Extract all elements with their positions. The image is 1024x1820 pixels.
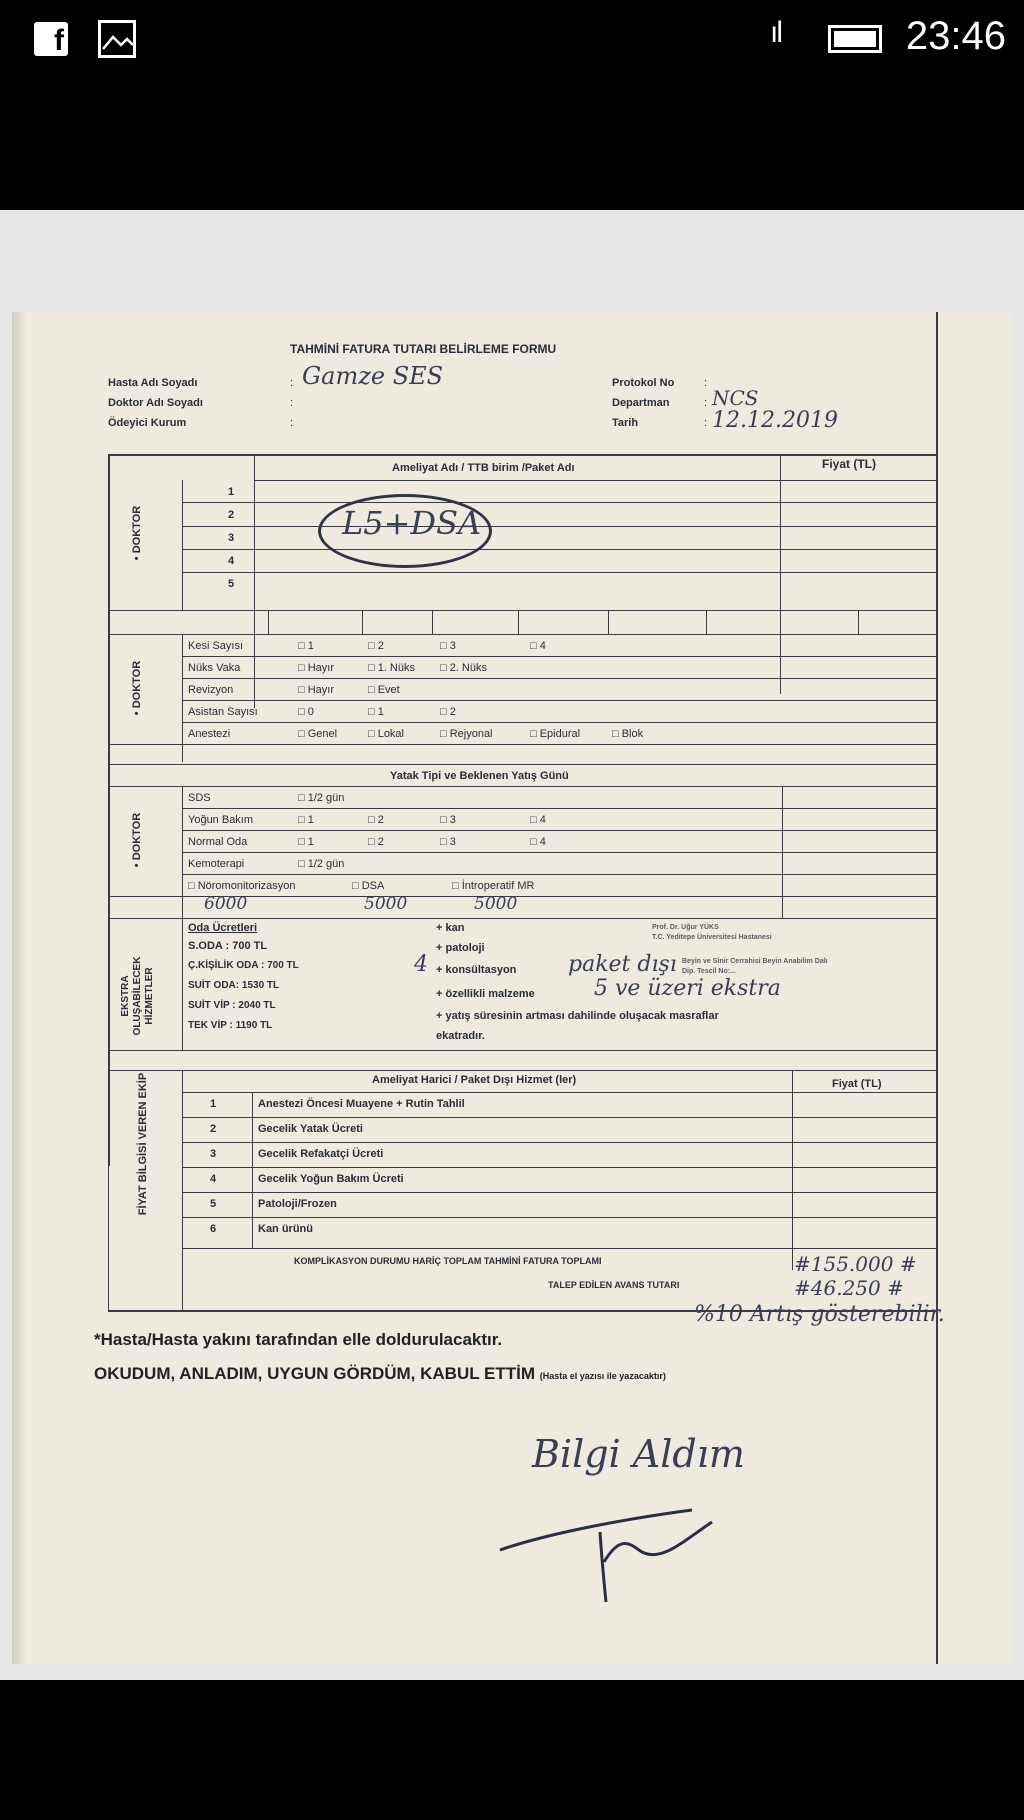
section1-price-header: Fiyat (TL)	[822, 457, 876, 471]
department-value: NCS	[712, 386, 759, 410]
increase-note: %10 Artış gösterebilir.	[694, 1302, 945, 1327]
doctor-stamp: Prof. Dr. Uğur YÜKS T.C. Yeditepe Üniversitesi Hastanesi Beyin ve Sinir Cerrahisi Beyin Anabilim Dalı Dip. Tescil No:...	[652, 924, 828, 975]
service-row-label: Anestezi Öncesi Muayene + Rutin Tahlil	[258, 1098, 465, 1110]
gallery-icon	[98, 20, 136, 58]
checkbox-option: □ Rejyonal	[440, 728, 493, 740]
option-row-label: SDS	[188, 792, 211, 804]
checkbox-option: □ 3	[440, 814, 456, 826]
row-divider	[182, 1142, 938, 1143]
service-row-label: Patoloji/Frozen	[258, 1198, 337, 1210]
fill-instruction: *Hasta/Hasta yakını tarafından elle doldurulacaktır.	[94, 1330, 503, 1349]
patient-name-value: Gamze SES	[302, 362, 444, 390]
checkbox-option: □ 1	[298, 640, 314, 652]
checkbox-option: □ 3	[440, 640, 456, 652]
signature	[492, 1492, 732, 1612]
checkbox-option: □ 2	[368, 640, 384, 652]
signal-icon: ıl	[770, 16, 781, 49]
payer-label: Ödeyici Kurum	[108, 417, 187, 429]
checkbox-option: □ 0	[298, 706, 314, 718]
option-row-label: Anestezi	[188, 728, 231, 740]
procedure-handwritten: L5+DSA	[342, 504, 482, 542]
checkbox-option: □ Hayır	[298, 662, 334, 674]
service-row-number: 1	[210, 1098, 217, 1110]
checkbox-option: □ Evet	[368, 684, 400, 696]
checkbox-option: □ 1	[368, 706, 384, 718]
row-divider	[182, 1117, 938, 1118]
service-row-number: 2	[210, 1123, 217, 1135]
patient-label: Hasta Adı Soyadı	[108, 377, 198, 389]
option-row-label: Normal Oda	[188, 836, 248, 848]
form-title: TAHMİNİ FATURA TUTARI BELİRLEME FORMU	[290, 342, 557, 356]
checkbox-option: □ Blok	[612, 728, 644, 740]
advance-value: #46.250 #	[794, 1276, 904, 1300]
room-prices-title: Oda Ücretleri	[188, 922, 258, 934]
extra-services-side-label: EKSTRA OLUŞABİLECEK HİZMETLER	[120, 956, 155, 1036]
service-row-number: 5	[210, 1198, 217, 1210]
checkbox-option: □ 1	[298, 836, 314, 848]
section3-side-label: • DOKTOR	[131, 812, 143, 868]
option-row-label: Nüks Vaka	[188, 662, 241, 674]
section3-header: Yatak Tipi ve Beklenen Yatış Günü	[390, 770, 569, 782]
section4-header: Ameliyat Harici / Paket Dışı Hizmet (ler)	[372, 1074, 577, 1086]
status-bar	[0, 0, 1024, 76]
section4-price-header: Fiyat (TL)	[832, 1078, 882, 1090]
option-row-label: Yoğun Bakım	[188, 814, 254, 826]
total-label: KOMPLİKASYON DURUMU HARİÇ TOPLAM TAHMİNİ FATURA TOPLAMI	[294, 1256, 602, 1266]
total-value: #155.000 #	[794, 1252, 917, 1276]
section1-side-label: • DOKTOR	[131, 505, 143, 561]
checkbox-option: □ 2	[368, 814, 384, 826]
checkbox-option: □ Hayır	[298, 684, 334, 696]
checkbox-option: □ 1. Nüks	[368, 662, 415, 674]
checkbox-option: □ 1	[298, 814, 314, 826]
checkbox-option: □ 4	[530, 814, 546, 826]
service-row-label: Kan ürünü	[258, 1223, 313, 1235]
service-row-label: Gecelik Yatak Ücreti	[258, 1123, 363, 1135]
date-label: Tarih	[612, 417, 639, 429]
department-label: Departman	[612, 397, 670, 409]
doctor-label: Doktor Adı Soyadı	[108, 397, 203, 409]
service-row-label: Gecelik Refakatçi Ücreti	[258, 1148, 384, 1160]
battery-icon	[828, 25, 882, 53]
row-divider	[182, 1217, 938, 1218]
option-row-label: Kesi Sayısı	[188, 640, 244, 652]
clock: 23:46	[905, 14, 1006, 58]
service-row-number: 4	[210, 1173, 217, 1185]
checkbox-option: □ 4	[530, 836, 546, 848]
checkbox-option: □ 2	[440, 706, 456, 718]
checkbox-option: □ 1/2 gün	[298, 858, 345, 870]
facebook-icon: f	[34, 22, 68, 56]
option-row-label: Asistan Sayısı	[188, 706, 258, 718]
protocol-label: Protokol No	[612, 377, 675, 389]
section2-side-label: • DOKTOR	[131, 660, 143, 716]
checkbox-option: □ Lokal	[368, 728, 404, 740]
section4-side-label: FİYAT BİLGİSİ VEREN EKİP	[137, 1072, 149, 1216]
form-document: TAHMİNİ FATURA TUTARI BELİRLEME FORMU Hasta Adı Soyadı Doktor Adı Soyadı Ödeyici Kurum : : : Gamze SES Protokol No Departman Tarih : : : NCS 12.12.2019 Ameliyat Adı / TTB birim /Paket Adı Fiyat (TL) • DOKTOR 1 2 3 4 5 L5+DSA • DOKTOR Yatak Tipi ve Beklenen Yatış Günü • DOKTOR □ Nöromonitorizasyon □ DSA □ İntroperatif MR 6000 5000 5000 EKSTRA OLUŞABİLECEK HİZMETLER Oda Ücretleri S.ODA : 700 TL Ç.KİŞİLİK ODA : 700 TL SUİT ODA: 1530 TL SUİT VİP : 2040 TL TEK VİP : 1190 TL + kan + patoloji + konsültasyon + özellikli malzeme + yatış süresinin artması dahilinde oluşacak masraflar ekatradır. 4 paket dışı 5 ve üzeri ekstra Prof. Dr. Uğur YÜKS T.C. Yeditepe Üniversitesi Hastanesi Beyin ve Sinir Cerrahisi Beyin Anabilim Dalı Dip. Tescil No:... FİYAT BİLGİSİ VEREN EKİP Ameliyat Harici / Paket Dışı Hizmet (ler) Fiyat (TL) KOMPLİKASYON DURUMU HARİÇ TOPLAM TAHMİNİ FATURA TOPLAMI TALEP EDİLEN AVANS TUTARI #155.000 # #46.250 # %10 Artış gösterebilir. *Hasta/Hasta yakını tarafından elle doldurulacaktır. OKUDUM, ANLADIM, UYGUN GÖRDÜM, KABUL ETTİM (Hasta el yazısı ile yazacaktır) Bilgi Aldım Kesi Sayısı □ 1 □ 2 □ 3 □ 4 Nüks Vaka □ Hayır □ 1. Nüks □ 2. Nüks Revizyon □ Hayır □ Evet Asistan Sayısı □ 0 □ 1 □ 2 Anestezi □ Genel □ Lokal □ Rejyonal □ Epidural □ Blok SDS □ 1/2 gün Yoğun Bakım □ 1 □ 2 □ 3 □ 4 Normal Oda □ 1 □ 2 □ 3 □ 4 Kemoterapi □ 1/2 gün 1 Anestezi Öncesi Muayene + Rutin Tahlil 2 Gecelik Yatak Ücreti 3 Gecelik Refakatçi Ücreti 4 Gecelik Yoğun Bakım Ücreti 5 Patoloji/Frozen 6 Kan ürünü	[12, 312, 1012, 1664]
checkbox-option: □ Epidural	[530, 728, 581, 740]
row-divider	[182, 1192, 938, 1193]
section1-header: Ameliyat Adı / TTB birim /Paket Adı	[392, 462, 575, 474]
acceptance-statement: OKUDUM, ANLADIM, UYGUN GÖRDÜM, KABUL ETTİM (Hasta el yazısı ile yazacaktır)	[94, 1364, 666, 1383]
checkbox-option: □ 4	[530, 640, 546, 652]
date-value: 12.12.2019	[712, 408, 838, 433]
checkbox-option: □ 2. Nüks	[440, 662, 487, 674]
image-viewer[interactable]	[0, 210, 1024, 1680]
option-row-label: Kemoterapi	[188, 858, 245, 870]
handwritten-acknowledgement: Bilgi Aldım	[532, 1432, 745, 1476]
service-row-label: Gecelik Yoğun Bakım Ücreti	[258, 1173, 404, 1185]
service-row-number: 3	[210, 1148, 217, 1160]
checkbox-option: □ 3	[440, 836, 456, 848]
option-row-label: Revizyon	[188, 684, 234, 696]
checkbox-option: □ 2	[368, 836, 384, 848]
row-divider	[182, 1167, 938, 1168]
checkbox-option: □ Genel	[298, 728, 338, 740]
checkbox-option: □ 1/2 gün	[298, 792, 345, 804]
service-row-number: 6	[210, 1223, 217, 1235]
advance-label: TALEP EDİLEN AVANS TUTARI	[548, 1280, 680, 1290]
